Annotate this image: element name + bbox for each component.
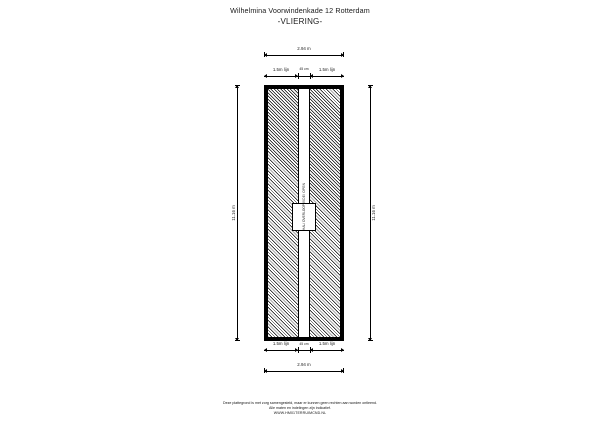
bottom-overall-dim-label: 2.94 m bbox=[297, 362, 311, 367]
bottom-left-segment-line bbox=[264, 350, 298, 351]
bottom-overall-dim-line bbox=[264, 371, 344, 372]
bottom-center-segment-label: 45 cm bbox=[299, 342, 309, 346]
bottom-overall-tick-left bbox=[264, 368, 265, 373]
top-left-segment-label: 1.5m lijn bbox=[272, 67, 290, 72]
left-height-tick-top bbox=[235, 85, 240, 86]
left-height-tick-bottom bbox=[235, 340, 240, 341]
left-height-label: 11.16 m bbox=[231, 205, 236, 221]
footer-line-1: Deze plattegrond is met zorg samengesteld, maar er kunnen geen rechten aan worden ontleend. bbox=[222, 401, 378, 405]
bottom-left-segment-label: 1.5m lijn bbox=[272, 341, 290, 346]
bottom-right-segment-arrow-right bbox=[341, 348, 344, 352]
bottom-center-segment-line bbox=[298, 350, 310, 351]
top-overall-tick-left bbox=[264, 52, 265, 57]
top-center-tick-left bbox=[298, 73, 299, 79]
hall-landing-label: HAL/ OVERLOOP bbox=[302, 204, 306, 230]
bottom-center-tick-left bbox=[298, 347, 299, 353]
top-right-segment-arrow-right bbox=[341, 74, 344, 78]
page-subtitle: -VLIERING- bbox=[277, 17, 323, 26]
bottom-right-segment-arrow-left bbox=[310, 348, 313, 352]
top-left-segment-arrow-left bbox=[264, 74, 267, 78]
right-height-label: 11.16 m bbox=[371, 205, 376, 221]
left-height-dim-line bbox=[237, 85, 238, 341]
bottom-left-segment-arrow-left bbox=[264, 348, 267, 352]
top-right-segment-label: 1.5m lijn bbox=[318, 67, 336, 72]
floor-outline bbox=[264, 85, 344, 341]
footer-disclaimer bbox=[0, 401, 600, 416]
top-center-segment-line bbox=[298, 76, 310, 77]
bottom-right-segment-line bbox=[310, 350, 344, 351]
right-height-tick-bottom bbox=[368, 340, 373, 341]
top-right-segment-line bbox=[310, 76, 344, 77]
bottom-right-segment-label: 1.5m lijn bbox=[318, 341, 336, 346]
page-title: Wilhelmina Voorwindenkade 12 Rotterdam bbox=[230, 6, 370, 15]
top-overall-dim-label: 2.94 m bbox=[297, 46, 311, 51]
top-center-segment-label: 45 cm bbox=[299, 67, 309, 71]
top-overall-tick-right bbox=[343, 52, 344, 57]
bottom-overall-tick-right bbox=[343, 368, 344, 373]
void-open-label: VIDE/ OPEN bbox=[302, 183, 306, 204]
footer-line-2: Alle maten en indelingen zijn indicatief. bbox=[269, 406, 331, 410]
hall-landing-room bbox=[292, 203, 316, 231]
top-right-segment-arrow-left bbox=[310, 74, 313, 78]
top-left-segment-line bbox=[264, 76, 298, 77]
right-height-tick-top bbox=[368, 85, 373, 86]
footer-website: WWW.HM01TERRUIMCND.NL bbox=[273, 411, 327, 415]
top-overall-dim-line bbox=[264, 55, 344, 56]
